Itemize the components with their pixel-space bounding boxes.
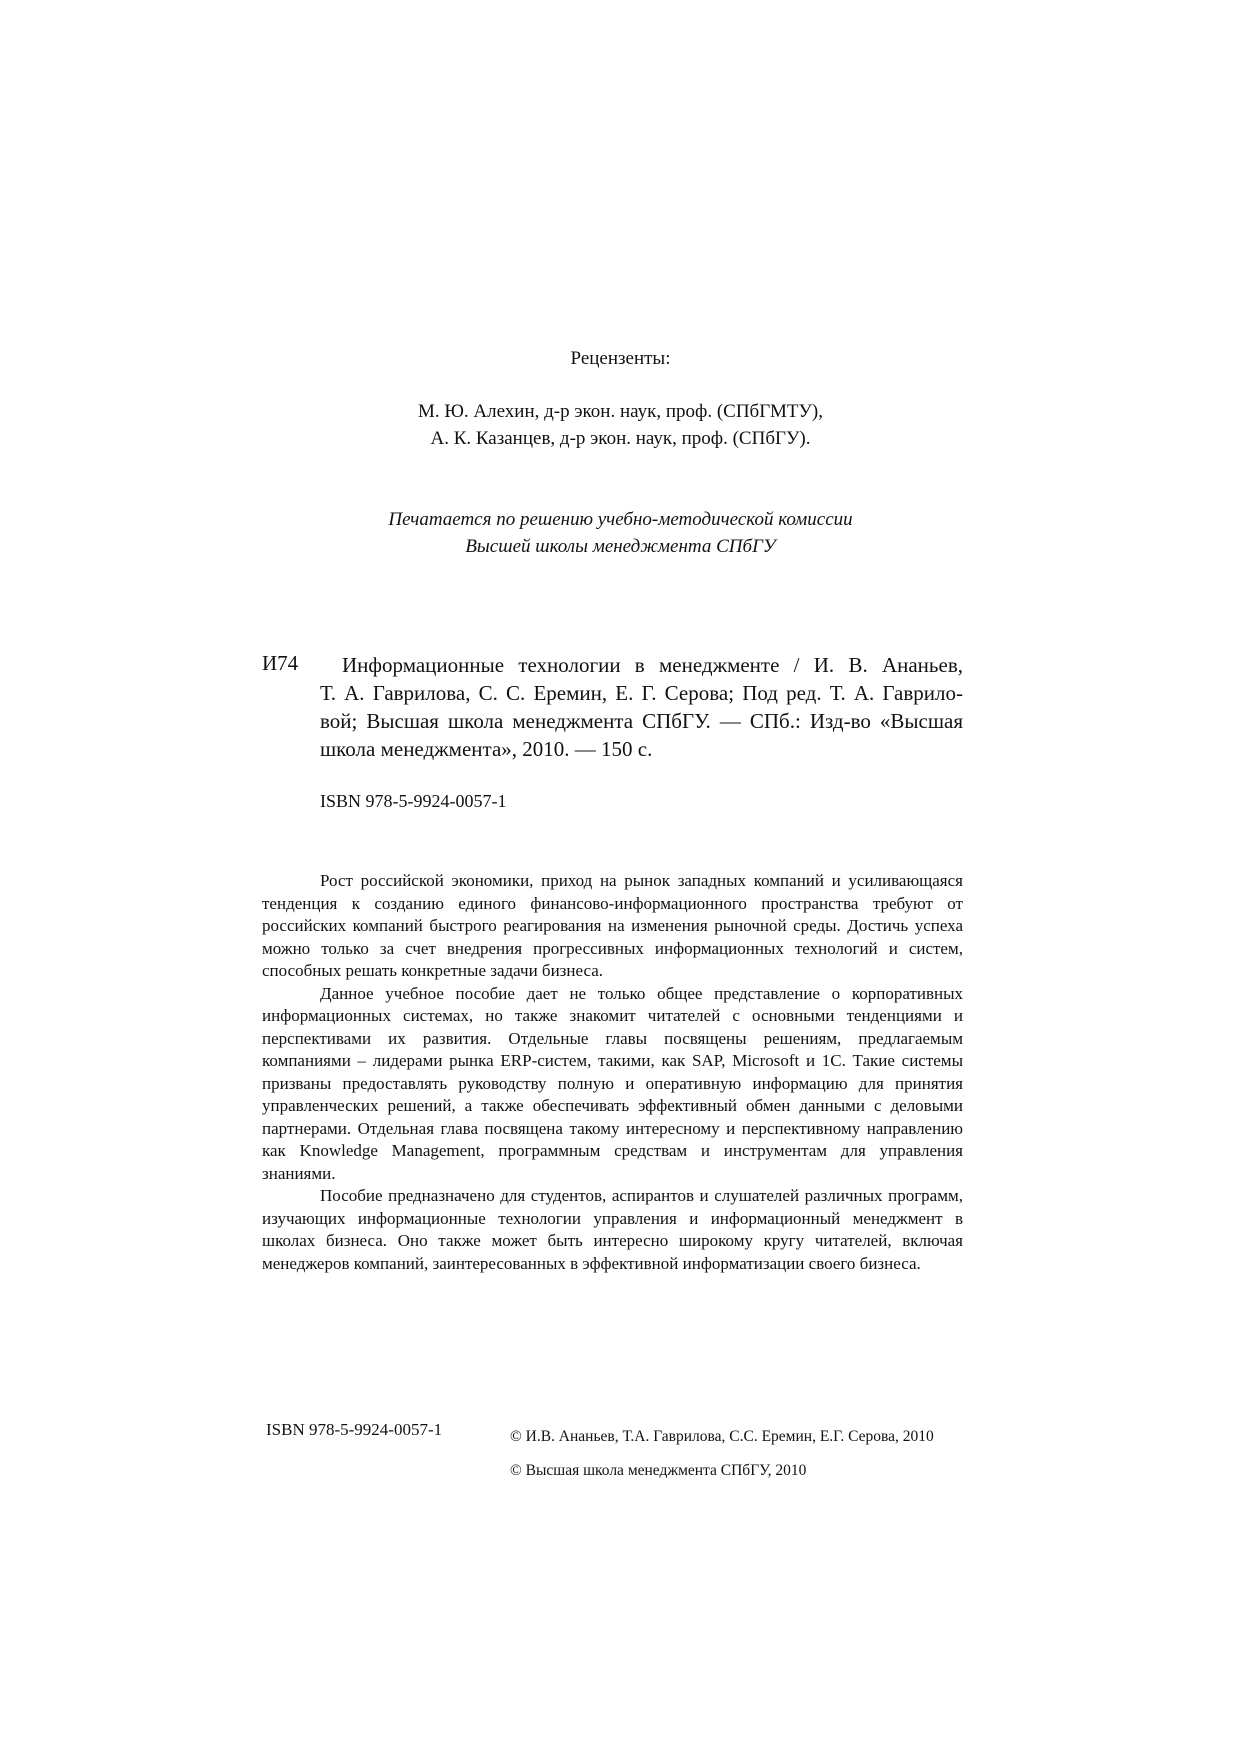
- copyright-publisher: © Высшая школа менеджмента СПбГУ, 2010: [510, 1462, 807, 1479]
- catalog-line: Информационные технологии в менеджменте / И. В. Ананьев,: [342, 653, 963, 677]
- approval-note: [0, 506, 1241, 560]
- catalog-line: Т. А. Гаврилова, С. С. Еремин, Е. Г. Серова; Под ред. Т. А. Гаврило-: [320, 681, 963, 705]
- imprint-isbn: ISBN 978-5-9924-0057-1: [266, 1420, 443, 1439]
- abstract: [262, 870, 963, 1275]
- catalog-line: школа менеджмента», 2010. — 150 с.: [320, 737, 653, 761]
- approval-note-line: Печатается по решению учебно-методической комиссии: [388, 509, 853, 530]
- copyright-authors: © И.В. Ананьев, Т.А. Гаврилова, С.С. Еремин, Е.Г. Серова, 2010: [510, 1428, 934, 1445]
- catalog-isbn: ISBN 978-5-9924-0057-1: [320, 791, 507, 811]
- catalog-line: вой; Высшая школа менеджмента СПбГУ. — СПб.: Изд-во «Высшая: [320, 709, 963, 733]
- catalog-entry: [320, 651, 963, 763]
- copyright-block: [510, 1420, 934, 1488]
- abstract-paragraph: Данное учебное пособие дает не только общее представление о корпоративных информационных системах, но также знакомит читателей с основными тенденциями и перспективами их развития. Отдельные главы посвящены решениям, предлагаемым компаниями – лидерами рынка ERP-систем, такими, как SAP, Microsoft и 1С. Такие системы призваны предоставлять руководству полную и оперативную информацию для принятия управленческих решений, а также обеспечивать эффективный обмен данными с деловыми партнерами. Отдельная глава посвящена такому интересному и перспективному направлению как Knowledge Management, программным средствам и инструментам для управления знаниями.: [262, 983, 963, 1183]
- reviewers-list: [0, 398, 1241, 452]
- abstract-paragraph: Пособие предназначено для студентов, аспирантов и слушателей различных программ, изучающих информационные технологии управления и информационный менеджмент в школах бизнеса. Оно также может быть интересно широкому кругу читателей, включая менеджеров компаний, заинтересованных в эффективной информатизации своего бизнеса.: [262, 1186, 963, 1273]
- abstract-paragraph: Рост российской экономики, приход на рынок западных компаний и усиливающаяся тенденция к созданию единого финансово-информационного пространства требуют от российских компаний быстрого реагирования на изменения рыночной среды. Достичь успеха можно только за счет внедрения прогрессивных информационных технологий и систем, способных решать конкретные задачи бизнеса.: [262, 871, 963, 980]
- reviewer-entry: М. Ю. Алехин, д-р экон. наук, проф. (СПбГМТУ),: [418, 401, 823, 422]
- reviewers-heading: Рецензенты:: [570, 348, 671, 369]
- reviewer-entry: А. К. Казанцев, д-р экон. наук, проф. (СПбГУ).: [430, 428, 811, 449]
- approval-note-line: Высшей школы менеджмента СПбГУ: [465, 536, 776, 557]
- catalog-code: И74: [262, 651, 299, 675]
